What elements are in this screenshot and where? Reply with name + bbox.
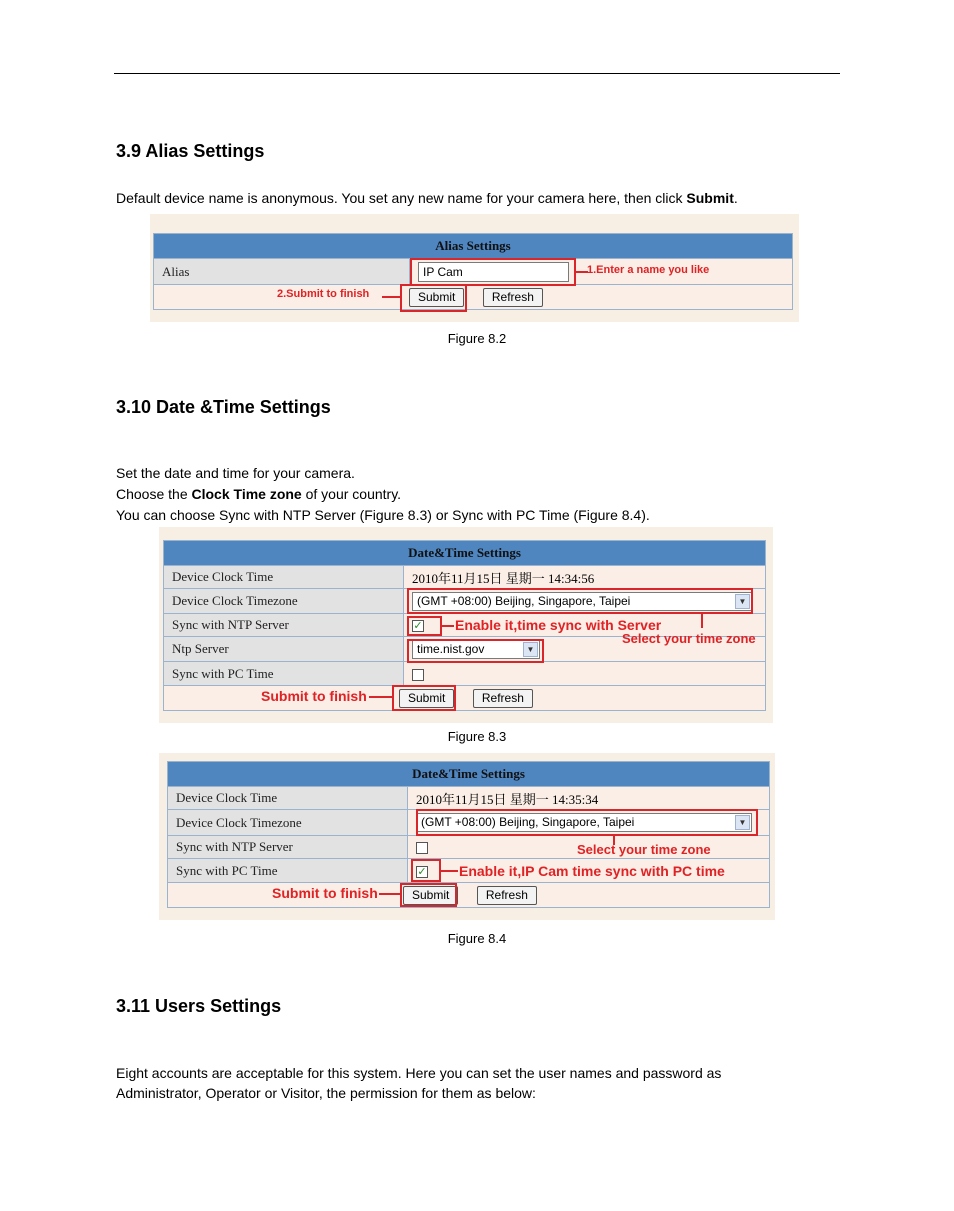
pc-checkbox-callout-line	[441, 870, 458, 872]
pc-annotation-enable: Enable it,IP Cam time sync with PC time	[459, 863, 725, 879]
page-top-rule	[114, 73, 840, 74]
chevron-down-icon: ▼	[735, 594, 750, 609]
datetime-ntp-submit-highlight	[392, 685, 456, 711]
row-label-ntp-sync: Sync with NTP Server	[164, 614, 404, 637]
figure-caption-8-3: Figure 8.3	[447, 729, 507, 744]
ntp-annotation-enable: Enable it,time sync with Server	[455, 617, 662, 633]
row-label-ntp-server: Ntp Server	[164, 637, 404, 662]
alias-settings-header: Alias Settings	[154, 234, 793, 259]
check-icon: ✓	[417, 864, 427, 878]
datetime-pc-screenshot	[159, 753, 775, 920]
pc-checkbox-highlight	[411, 859, 441, 882]
datetime-ntp-screenshot	[159, 527, 773, 723]
pc-annotation-zone: Select your time zone	[577, 842, 711, 857]
datetime-intro-line2: Choose the Clock Time zone of your country.	[116, 486, 402, 502]
row-label-ntp-sync: Sync with NTP Server	[168, 836, 408, 859]
check-icon: ✓	[413, 619, 423, 633]
section-heading-datetime: 3.10 Date &Time Settings	[116, 397, 331, 417]
alias-settings-screenshot	[150, 214, 799, 322]
datetime-pc-submit-highlight	[400, 883, 457, 907]
ntp-annotation-zone: Select your time zone	[622, 631, 756, 646]
clock-time-value: 2010年11月15日 星期一 14:34:56	[404, 566, 766, 589]
section-heading-alias: 3.9 Alias Settings	[116, 141, 265, 161]
alias-label: Alias	[154, 259, 410, 285]
row-label-timezone: Device Clock Timezone	[164, 589, 404, 614]
ntp-checkbox-highlight	[407, 616, 442, 636]
ntp-sync-checkbox[interactable]	[416, 842, 428, 854]
figure-caption-8-2: Figure 8.2	[447, 331, 507, 346]
figure-caption-8-4: Figure 8.4	[447, 931, 507, 946]
timezone-select[interactable]: (GMT +08:00) Beijing, Singapore, Taipei ▼	[416, 813, 752, 832]
datetime-pc-refresh-button[interactable]: Refresh	[477, 886, 537, 905]
row-label-clock: Device Clock Time	[168, 787, 408, 810]
alias-annotation-submit: 2.Submit to finish	[277, 288, 370, 300]
row-label-pc-sync: Sync with PC Time	[164, 662, 404, 686]
datetime-ntp-header: Date&Time Settings	[164, 541, 766, 566]
alias-annotation-name: 1.Enter a name you like	[587, 264, 710, 276]
datetime-pc-submit-callout-line	[379, 893, 400, 895]
alias-input[interactable]: IP Cam	[418, 262, 569, 282]
users-intro-line1: Eight accounts are acceptable for this system. Here you can set the user names and password as	[116, 1065, 722, 1081]
row-label-timezone: Device Clock Timezone	[168, 810, 408, 836]
alias-input-highlight	[410, 258, 576, 286]
timezone-select[interactable]: (GMT +08:00) Beijing, Singapore, Taipei ▼	[412, 592, 752, 611]
users-intro-line2: Administrator, Operator or Visitor, the permission for them as below:	[116, 1085, 536, 1101]
chevron-down-icon: ▼	[735, 815, 750, 830]
ntp-server-highlight	[407, 639, 544, 663]
timezone-callout-line	[701, 614, 703, 628]
datetime-intro-line1: Set the date and time for your camera.	[116, 465, 355, 481]
alias-refresh-button[interactable]: Refresh	[483, 288, 543, 307]
datetime-ntp-refresh-button[interactable]: Refresh	[473, 689, 533, 708]
pc-sync-checkbox[interactable]	[412, 669, 424, 681]
row-label-clock: Device Clock Time	[164, 566, 404, 589]
datetime-ntp-submit-callout-line	[369, 696, 392, 698]
datetime-ntp-submit-button[interactable]: Submit	[399, 689, 454, 708]
ntp-annotation-submit: Submit to finish	[261, 688, 367, 704]
alias-submit-callout-line	[382, 296, 400, 298]
timezone-highlight	[407, 588, 753, 614]
chevron-down-icon: ▼	[523, 642, 538, 657]
alias-submit-button[interactable]: Submit	[409, 288, 464, 307]
section-heading-users: 3.11 Users Settings	[116, 996, 282, 1016]
clock-time-value: 2010年11月15日 星期一 14:35:34	[408, 787, 770, 810]
row-label-pc-sync: Sync with PC Time	[168, 859, 408, 883]
alias-intro: Default device name is anonymous. You set any new name for your camera here, then click Submit.	[116, 190, 738, 206]
alias-submit-highlight	[400, 284, 467, 312]
datetime-pc-header: Date&Time Settings	[168, 762, 770, 787]
pc-annotation-submit: Submit to finish	[272, 885, 378, 901]
timezone-highlight	[416, 809, 758, 836]
ntp-checkbox-callout-line	[442, 625, 454, 627]
datetime-intro-line3: You can choose Sync with NTP Server (Figure 8.3) or Sync with PC Time (Figure 8.4).	[116, 507, 650, 523]
datetime-pc-submit-button[interactable]: Submit	[403, 886, 458, 905]
ntp-server-select[interactable]: time.nist.gov ▼	[412, 640, 540, 659]
